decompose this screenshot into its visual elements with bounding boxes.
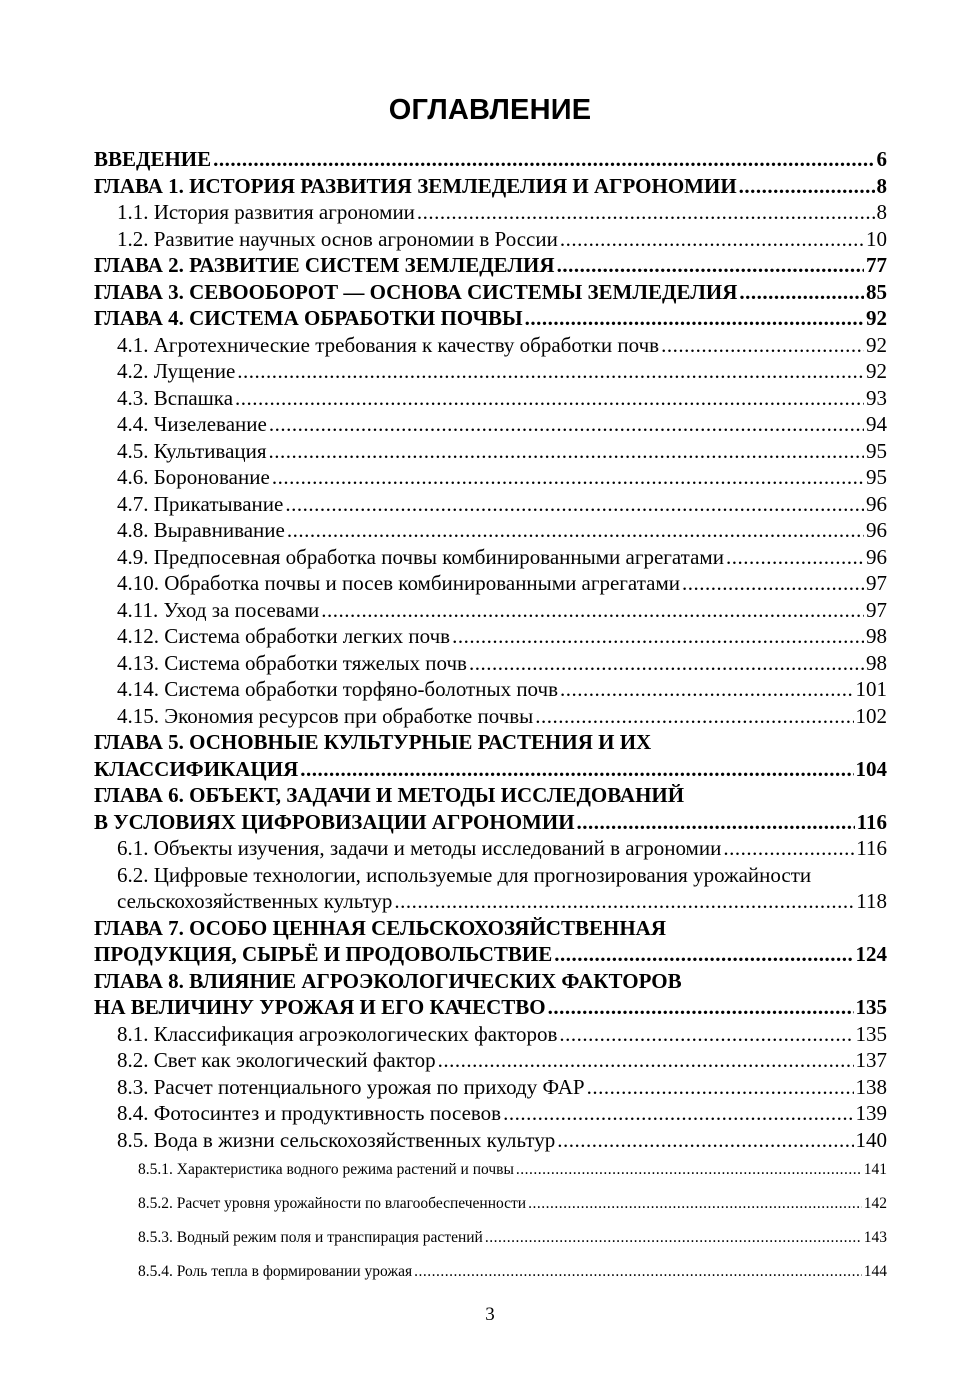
toc-entry[interactable]: 4.6. Боронование ..... 95 [94, 464, 887, 491]
toc-entry[interactable]: ГЛАВА 3. СЕВООБОРОТ — ОСНОВА СИСТЕМЫ ЗЕМЛЕДЕЛИЯ ..... 85 [94, 279, 887, 306]
toc-entry[interactable]: 4.3. Вспашка ..... 93 [94, 385, 887, 412]
toc-entry[interactable]: 4.8. Выравнивание ..... 96 [94, 517, 887, 544]
toc-entry[interactable]: ПРОДУКЦИЯ, СЫРЬЁ И ПРОДОВОЛЬСТВИЕ ..... 124 [94, 941, 887, 968]
toc-entry[interactable]: 8.2. Свет как экологический фактор ..... 137 [94, 1047, 887, 1074]
toc-entry[interactable]: 4.4. Чизелевание ..... 94 [94, 411, 887, 438]
toc-entry[interactable]: 4.10. Обработка почвы и посев комбинированными агрегатами ..... 97 [94, 570, 887, 597]
toc-entry-heading-line[interactable]: ГЛАВА 7. ОСОБО ЦЕННАЯ СЕЛЬСКОХОЗЯЙСТВЕННАЯ [94, 915, 666, 940]
toc-entry[interactable]: ВВЕДЕНИЕ ..... 6 [94, 146, 887, 173]
toc-entry[interactable]: 8.5.3. Водный режим поля и транспирация растений ..... 143 [94, 1221, 887, 1255]
toc-entry[interactable]: ГЛАВА 1. ИСТОРИЯ РАЗВИТИЯ ЗЕМЛЕДЕЛИЯ И АГРОНОМИИ ..... 8 [94, 173, 887, 200]
toc-entry[interactable]: 4.12. Система обработки легких почв ..... 98 [94, 623, 887, 650]
toc-entry[interactable]: 4.7. Прикатывание ..... 96 [94, 491, 887, 518]
toc-entry-heading-line[interactable]: ГЛАВА 5. ОСНОВНЫЕ КУЛЬТУРНЫЕ РАСТЕНИЯ И ИХ [94, 730, 652, 754]
toc-entry[interactable]: 1.1. История развития агрономии ..... 8 [94, 199, 887, 226]
toc-entry[interactable]: 6.1. Объекты изучения, задачи и методы исследований в агрономии ..... 116 [94, 835, 887, 862]
toc-entry[interactable]: 8.3. Расчет потенциального урожая по приходу ФАР ..... 138 [94, 1074, 887, 1101]
toc-entry[interactable]: сельскохозяйственных культур ..... 118 [94, 888, 887, 915]
toc-title: ОГЛАВЛЕНИЕ [388, 94, 592, 126]
toc-entry-heading-line[interactable]: 6.2. Цифровые технологии, используемые для прогнозирования урожайности [117, 862, 812, 887]
toc-entry[interactable]: 4.13. Система обработки тяжелых почв ..... 98 [94, 650, 887, 677]
toc-entry[interactable]: 8.1. Классификация агроэкологических факторов ..... 135 [94, 1021, 887, 1048]
table-of-contents [94, 146, 887, 1289]
toc-entry[interactable]: 8.5. Вода в жизни сельскохозяйственных культур ..... 140 [94, 1127, 887, 1154]
toc-entry[interactable]: 8.5.4. Роль тепла в формировании урожая ..... 144 [94, 1255, 887, 1289]
toc-entry[interactable]: 4.5. Культивация ..... 95 [94, 438, 887, 465]
toc-entry[interactable]: 4.11. Уход за посевами ..... 97 [94, 597, 887, 624]
toc-entry[interactable]: ГЛАВА 2. РАЗВИТИЕ СИСТЕМ ЗЕМЛЕДЕЛИЯ ..... 77 [94, 252, 887, 279]
toc-entry[interactable]: КЛАССИФИКАЦИЯ ..... 104 [94, 756, 887, 783]
toc-entry[interactable]: 4.1. Агротехнические требования к качеству обработки почв ..... 92 [94, 332, 887, 359]
toc-entry[interactable]: 4.2. Лущение ..... 92 [94, 358, 887, 385]
toc-entry[interactable]: 4.14. Система обработки торфяно-болотных почв ..... 101 [94, 676, 887, 703]
toc-entry[interactable]: ГЛАВА 4. СИСТЕМА ОБРАБОТКИ ПОЧВЫ ..... 92 [94, 305, 887, 332]
toc-entry-heading-line[interactable]: ГЛАВА 6. ОБЪЕКТ, ЗАДАЧИ И МЕТОДЫ ИССЛЕДОВАНИЙ [94, 783, 685, 807]
toc-entry[interactable]: 4.15. Экономия ресурсов при обработке почвы ..... 102 [94, 703, 887, 730]
page-number: 3 [485, 1304, 495, 1325]
toc-entry[interactable]: 8.5.2. Расчет уровня урожайности по влагообеспеченности ..... 142 [94, 1187, 887, 1221]
toc-entry[interactable]: 1.2. Развитие научных основ агрономии в России ..... 10 [94, 226, 887, 253]
toc-entry[interactable]: НА ВЕЛИЧИНУ УРОЖАЯ И ЕГО КАЧЕСТВО ..... 135 [94, 994, 887, 1021]
toc-entry[interactable]: В УСЛОВИЯХ ЦИФРОВИЗАЦИИ АГРОНОМИИ ..... 116 [94, 809, 887, 836]
toc-entry[interactable]: 4.9. Предпосевная обработка почвы комбинированными агрегатами ..... 96 [94, 544, 887, 571]
toc-entry-heading-line[interactable]: ГЛАВА 8. ВЛИЯНИЕ АГРОЭКОЛОГИЧЕСКИХ ФАКТОРОВ [94, 968, 682, 993]
toc-entry[interactable]: 8.4. Фотосинтез и продуктивность посевов ..... 139 [94, 1100, 887, 1127]
toc-entry[interactable]: 8.5.1. Характеристика водного режима растений и почвы ..... 141 [94, 1153, 887, 1187]
